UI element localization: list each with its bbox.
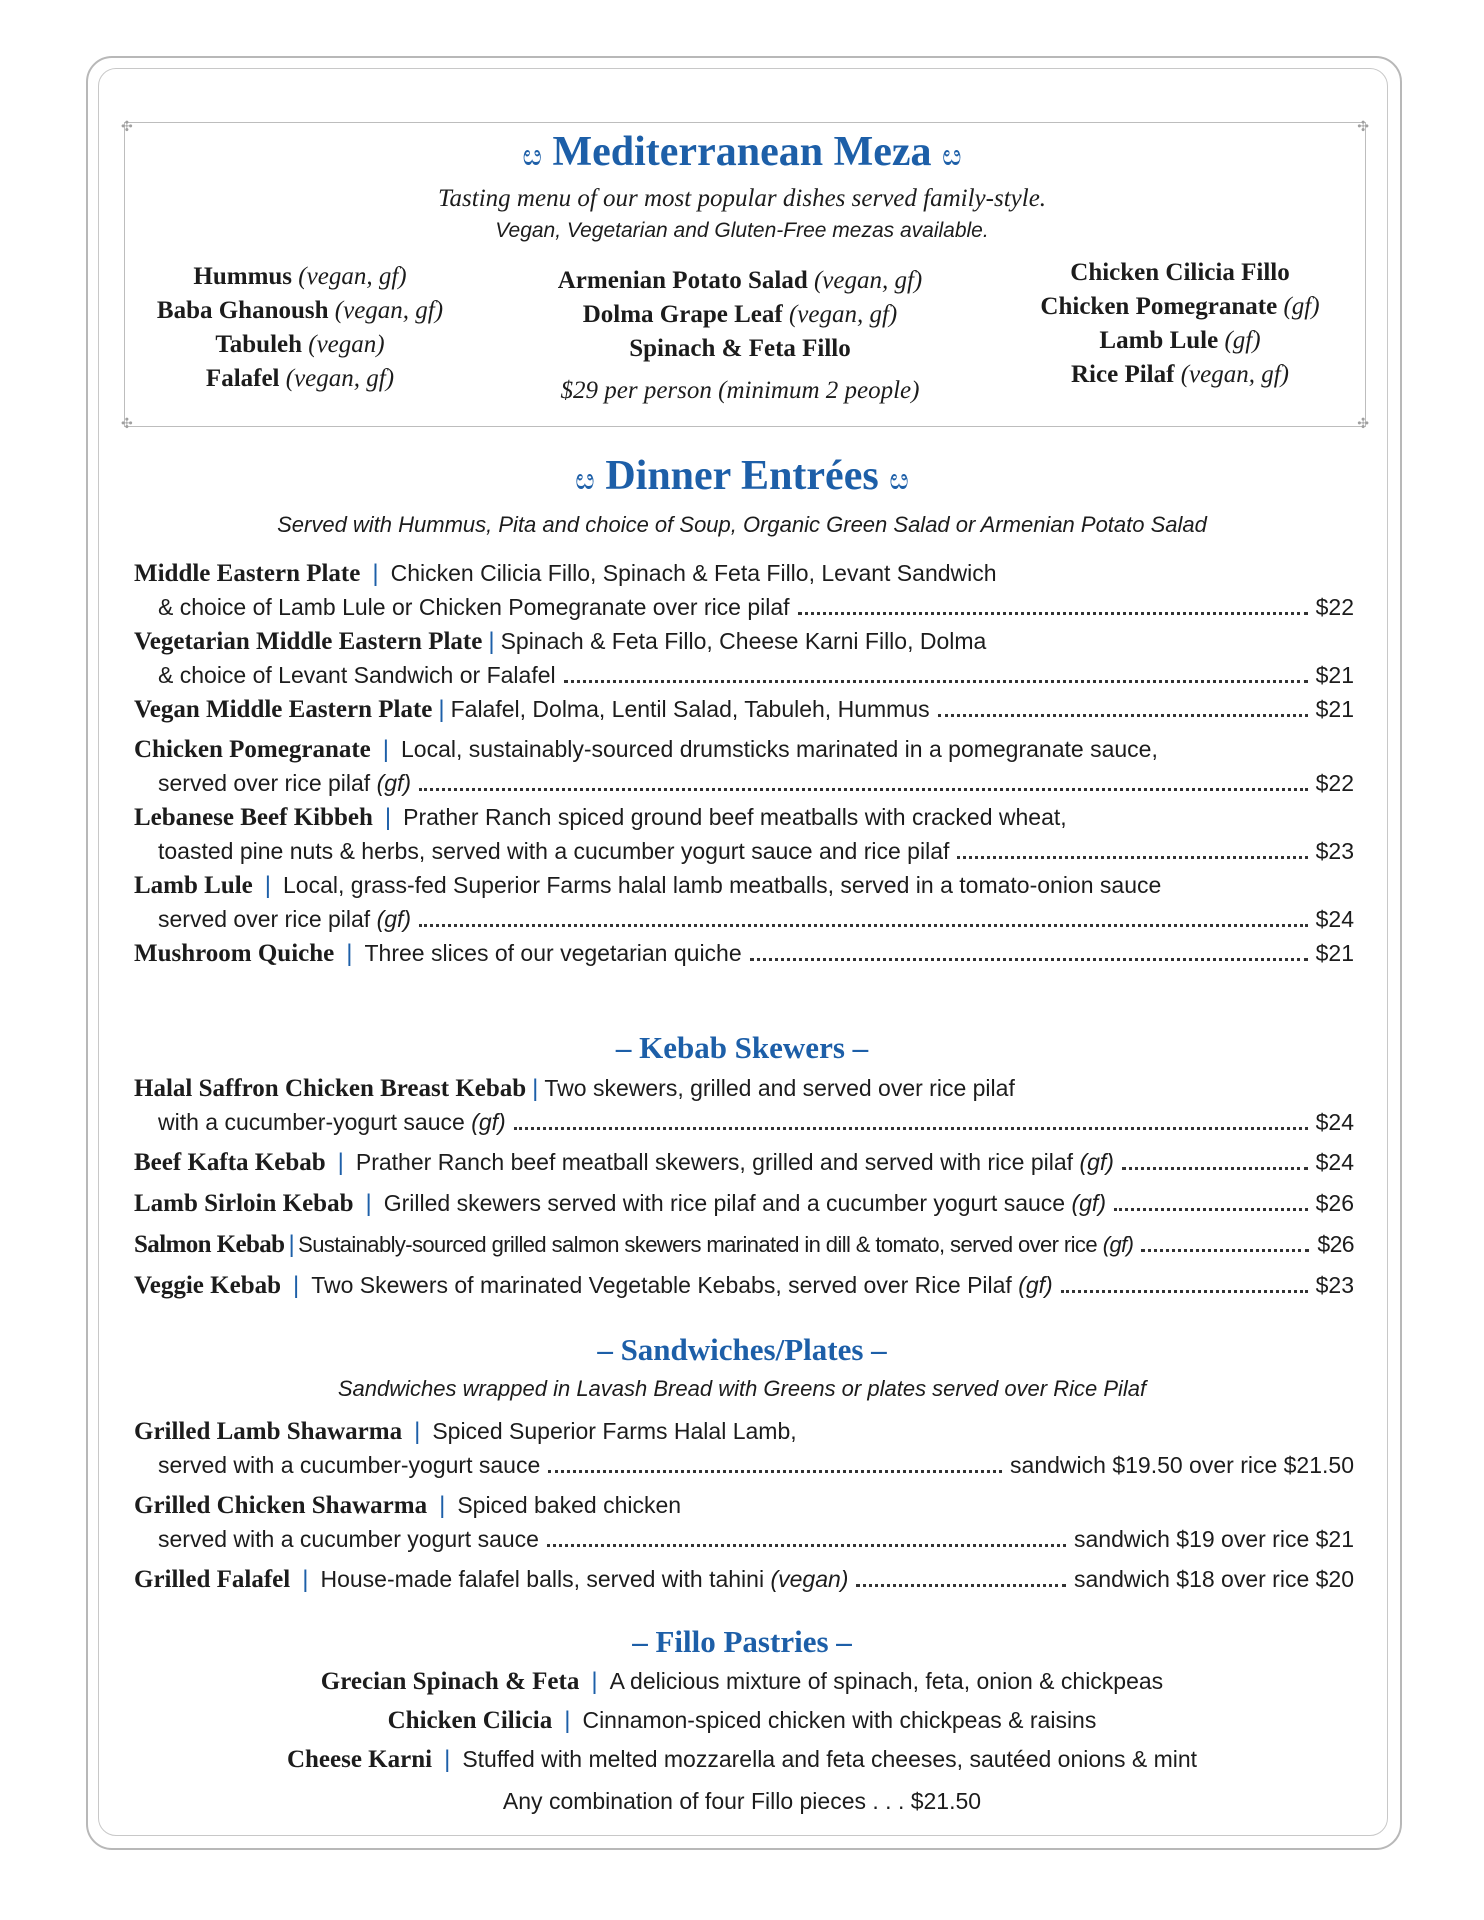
sandwich-item-line2: served with a cucumber-yogurt sauce sandwich $19.50 over rice $21.50 bbox=[158, 1452, 1354, 1478]
kebab-item-line2: with a cucumber-yogurt sauce (gf) $24 bbox=[158, 1109, 1354, 1135]
sandwich-item: Grilled Chicken Shawarma | Spiced baked chicken bbox=[134, 1492, 682, 1519]
meza-item: Hummus (vegan, gf) bbox=[193, 263, 407, 290]
kebab-item: Beef Kafta Kebab | Prather Ranch beef meatball skewers, grilled and served with rice pilaf (gf) $24 bbox=[134, 1149, 1354, 1176]
corner-ornament-icon: ✣ bbox=[121, 415, 133, 431]
meza-item: Armenian Potato Salad (vegan, gf) bbox=[557, 267, 923, 294]
meza-subtitle-2: Vegan, Vegetarian and Gluten-Free mezas available. bbox=[495, 219, 989, 242]
fillo-item: Chicken Cilicia | Cinnamon-spiced chicken with chickpeas & raisins bbox=[387, 1707, 1097, 1734]
meza-item: Chicken Pomegranate (gf) bbox=[1040, 293, 1320, 320]
kebab-item: Veggie Kebab | Two Skewers of marinated Vegetable Kebabs, served over Rice Pilaf (gf) $23 bbox=[134, 1272, 1354, 1299]
corner-ornament-icon: ✣ bbox=[1357, 118, 1369, 134]
price: $26 bbox=[1317, 1231, 1354, 1257]
kebab-item: Halal Saffron Chicken Breast Kebab | Two skewers, grilled and served over rice pilaf bbox=[134, 1075, 1015, 1102]
meza-title: ೞ Mediterranean Meza ೞ bbox=[522, 129, 962, 175]
sandwiches-title: – Sandwiches/Plates – bbox=[597, 1332, 887, 1367]
corner-ornament-icon: ✣ bbox=[1357, 415, 1369, 431]
kebab-item: Lamb Sirloin Kebab | Grilled skewers served with rice pilaf and a cucumber yogurt sauce (gf) $26 bbox=[134, 1190, 1354, 1217]
entree-item-line2: & choice of Levant Sandwich or Falafel $21 bbox=[158, 662, 1354, 688]
entree-item-line2: served over rice pilaf (gf) $22 bbox=[158, 770, 1354, 796]
entrees-subtitle: Served with Hummus, Pita and choice of Soup, Organic Green Salad or Armenian Potato Salad bbox=[277, 512, 1207, 537]
entree-item-line2: & choice of Lamb Lule or Chicken Pomegranate over rice pilaf $22 bbox=[158, 594, 1354, 620]
meza-column-3 bbox=[1010, 256, 1350, 392]
price: $22 bbox=[1315, 770, 1354, 796]
kebab-title: – Kebab Skewers – bbox=[615, 1030, 869, 1065]
sandwich-item: Grilled Falafel | House-made falafel balls, served with tahini (vegan) sandwich $18 over rice $20 bbox=[134, 1566, 1354, 1593]
price: $22 bbox=[1315, 594, 1354, 620]
corner-ornament-icon: ✣ bbox=[121, 118, 133, 134]
entree-item: Lebanese Beef Kibbeh | Prather Ranch spiced ground beef meatballs with cracked wheat, bbox=[134, 804, 1067, 831]
meza-item: Baba Ghanoush (vegan, gf) bbox=[156, 297, 444, 324]
entrees-title: ೞ Dinner Entrées ೞ bbox=[575, 453, 909, 499]
entree-item-line2: toasted pine nuts & herbs, served with a cucumber yogurt sauce and rice pilaf $23 bbox=[158, 838, 1354, 864]
entree-item: Mushroom Quiche | Three slices of our vegetarian quiche $21 bbox=[134, 940, 1354, 967]
entree-item-line2: served over rice pilaf (gf) $24 bbox=[158, 906, 1354, 932]
sandwich-item: Grilled Lamb Shawarma | Spiced Superior Farms Halal Lamb, bbox=[134, 1418, 797, 1445]
fillo-title: – Fillo Pastries – bbox=[632, 1624, 852, 1659]
swirl-right-icon: ೞ bbox=[942, 139, 962, 172]
swirl-left-icon: ೞ bbox=[575, 463, 595, 496]
meza-column-1 bbox=[130, 260, 470, 396]
entree-item: Vegetarian Middle Eastern Plate | Spinach & Feta Fillo, Cheese Karni Fillo, Dolma bbox=[134, 628, 987, 655]
price: $24 bbox=[1315, 1109, 1354, 1135]
price: $26 bbox=[1315, 1190, 1354, 1216]
meza-item: Spinach & Feta Fillo bbox=[629, 335, 851, 362]
entree-item: Middle Eastern Plate | Chicken Cilicia Fillo, Spinach & Feta Fillo, Levant Sandwich bbox=[134, 560, 997, 587]
meza-item: Tabuleh (vegan) bbox=[215, 331, 385, 358]
fillo-combo-price: Any combination of four Fillo pieces . . . $21.50 bbox=[502, 1788, 982, 1814]
price: sandwich $18 over rice $20 bbox=[1074, 1566, 1354, 1592]
price: $21 bbox=[1315, 940, 1354, 966]
sandwich-item-line2: served with a cucumber yogurt sauce sandwich $19 over rice $21 bbox=[158, 1526, 1354, 1552]
swirl-right-icon: ೞ bbox=[889, 463, 909, 496]
price: $23 bbox=[1315, 838, 1354, 864]
fillo-item: Cheese Karni | Stuffed with melted mozzarella and feta cheeses, sautéed onions & mint bbox=[286, 1746, 1198, 1773]
fillo-item: Grecian Spinach & Feta | A delicious mixture of spinach, feta, onion & chickpeas bbox=[320, 1668, 1164, 1695]
entree-list bbox=[134, 560, 1354, 980]
meza-subtitle: Tasting menu of our most popular dishes served family-style. bbox=[437, 185, 1047, 212]
entree-item: Vegan Middle Eastern Plate | Falafel, Dolma, Lentil Salad, Tabuleh, Hummus $21 bbox=[134, 696, 1354, 723]
price: sandwich $19.50 over rice $21.50 bbox=[1010, 1452, 1354, 1478]
price: $21 bbox=[1315, 662, 1354, 688]
price: sandwich $19 over rice $21 bbox=[1074, 1526, 1354, 1552]
swirl-left-icon: ೞ bbox=[522, 139, 542, 172]
price: $23 bbox=[1315, 1272, 1354, 1298]
meza-item: Lamb Lule (gf) bbox=[1099, 327, 1261, 354]
price: $24 bbox=[1315, 906, 1354, 932]
meza-item: Chicken Cilicia Fillo bbox=[1070, 259, 1290, 286]
entree-item: Lamb Lule | Local, grass-fed Superior Farms halal lamb meatballs, served in a tomato-onion sauce bbox=[134, 872, 1162, 899]
sandwiches-subtitle: Sandwiches wrapped in Lavash Bread with Greens or plates served over Rice Pilaf bbox=[337, 1376, 1147, 1401]
entree-item: Chicken Pomegranate | Local, sustainably-sourced drumsticks marinated in a pomegranate sauce, bbox=[134, 736, 1158, 763]
meza-price: $29 per person (minimum 2 people) bbox=[560, 377, 920, 404]
meza-item: Dolma Grape Leaf (vegan, gf) bbox=[582, 301, 898, 328]
meza-column-2 bbox=[500, 264, 980, 408]
price: $24 bbox=[1315, 1149, 1354, 1175]
price: $21 bbox=[1315, 696, 1354, 722]
kebab-list bbox=[134, 1075, 1354, 1313]
kebab-item: Salmon Kebab | Sustainably-sourced grilled salmon skewers marinated in dill & tomato, served over rice (gf) $26 bbox=[134, 1231, 1354, 1258]
meza-item: Rice Pilaf (vegan, gf) bbox=[1071, 361, 1289, 388]
meza-item: Falafel (vegan, gf) bbox=[205, 365, 395, 392]
sandwich-list bbox=[134, 1418, 1354, 1600]
